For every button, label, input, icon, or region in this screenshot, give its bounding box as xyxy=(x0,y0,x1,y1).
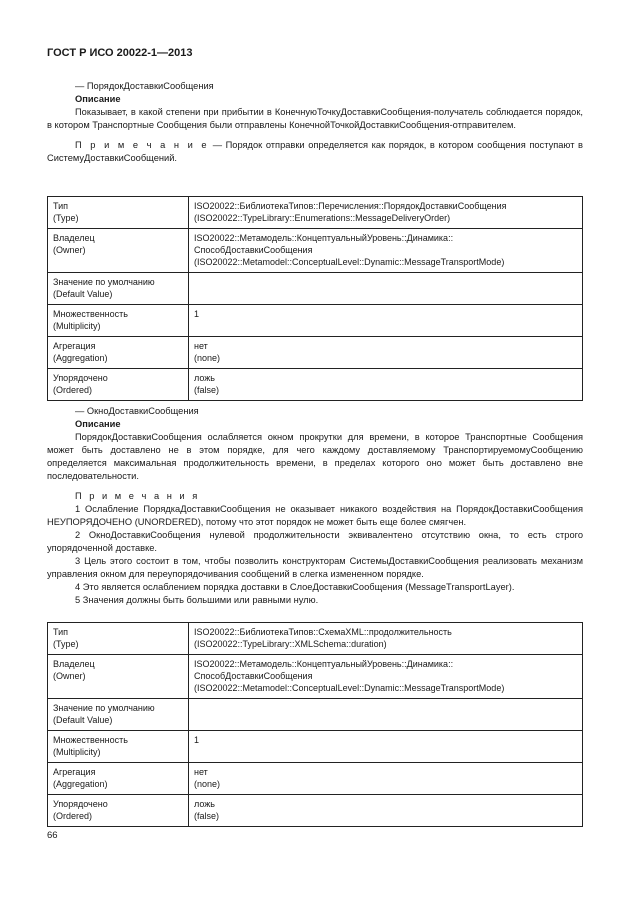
property-value: (ISO20022::Metamodel::ConceptualLevel::Dynamic::MessageTransportMode) xyxy=(194,257,505,267)
property-name: (Ordered) xyxy=(53,811,93,821)
table-row xyxy=(48,273,583,305)
property-value: (none) xyxy=(194,779,221,789)
property-name: (Owner) xyxy=(53,671,86,681)
property-name: (Default Value) xyxy=(53,715,113,725)
properties-table xyxy=(47,622,583,827)
property-name: (Aggregation) xyxy=(53,353,108,363)
table-row xyxy=(48,337,583,369)
property-value: ложь xyxy=(194,799,215,809)
property-name: Множественность xyxy=(53,309,128,319)
property-value: нет xyxy=(194,767,208,777)
property-value-cell xyxy=(189,731,583,763)
table-row xyxy=(48,369,583,401)
table-row xyxy=(48,623,583,655)
property-value-cell xyxy=(189,197,583,229)
property-value: (ISO20022::TypeLibrary::Enumerations::MessageDeliveryOrder) xyxy=(194,213,451,223)
table-row xyxy=(48,763,583,795)
property-value: СпособДоставкиСообщения xyxy=(194,245,313,255)
note-label: П р и м е ч а н и е xyxy=(75,140,210,150)
property-name: (Type) xyxy=(53,639,79,649)
notes-label: П р и м е ч а н и я xyxy=(75,491,200,501)
property-name: (Owner) xyxy=(53,245,86,255)
description-label: Описание xyxy=(75,94,121,104)
property-name: Владелец xyxy=(53,233,95,243)
property-name: Владелец xyxy=(53,659,95,669)
property-value: ложь xyxy=(194,373,215,383)
table-row xyxy=(48,795,583,827)
properties-table-1 xyxy=(47,196,583,401)
property-name-cell xyxy=(48,655,189,699)
property-name: Упорядочено xyxy=(53,799,108,809)
properties-table-2 xyxy=(47,622,583,827)
property-name: Тип xyxy=(53,627,69,637)
property-name-cell xyxy=(48,699,189,731)
properties-table xyxy=(47,196,583,401)
property-name-cell xyxy=(48,731,189,763)
property-name-cell xyxy=(48,623,189,655)
note-text: — Порядок отправки определяется как порядок, в котором сообщения поступают в СистемуДоставкиСообщений. xyxy=(47,140,583,163)
section-message-delivery-order xyxy=(47,80,583,165)
property-value: (ISO20022::TypeLibrary::XMLSchema::duration) xyxy=(194,639,387,649)
note xyxy=(47,139,583,165)
property-name-cell xyxy=(48,369,189,401)
property-value: (none) xyxy=(194,353,221,363)
property-name: Значение по умолчанию xyxy=(53,277,155,287)
property-name: (Multiplicity) xyxy=(53,321,101,331)
document-header: ГОСТ Р ИСО 20022-1—2013 xyxy=(47,47,193,59)
property-value: СпособДоставкиСообщения xyxy=(194,671,313,681)
property-name: Агрегация xyxy=(53,341,96,351)
property-name: (Type) xyxy=(53,213,79,223)
property-name: Агрегация xyxy=(53,767,96,777)
description-text: ПорядокДоставкиСообщения ослабляется окном прокрутки для времени, в которое Транспортные Сообщения может быть доставлено не в этом порядке, для чего каждому доставляемому ТранспортируемомуСообщению определяется максимальная продолжительность времени, в пределах которого оно может быть доставлено вне последовательности. xyxy=(47,432,583,481)
property-name: Значение по умолчанию xyxy=(53,703,155,713)
property-value: (ISO20022::Metamodel::ConceptualLevel::Dynamic::MessageTransportMode) xyxy=(194,683,505,693)
property-value-cell xyxy=(189,369,583,401)
property-name-cell xyxy=(48,795,189,827)
property-value-cell xyxy=(189,337,583,369)
property-value-cell xyxy=(189,229,583,273)
note-item: 1 Ослабление ПорядкаДоставкиСообщения не оказывает никакого воздействия на ПорядокДоставкиСообщения НЕУПОРЯДОЧЕНО (UNORDERED), потому что этот порядок не может быть еще более смягчен. xyxy=(47,504,583,527)
property-value-cell xyxy=(189,305,583,337)
property-name-cell xyxy=(48,197,189,229)
property-value: ISO20022::Метамодель::КонцептуальныйУровень::Динамика:: xyxy=(194,233,454,243)
note-item: 3 Цель этого состоит в том, чтобы позволить конструкторам СистемыДоставкиСообщения реализовать механизм управления окном для переупорядочивания сообщений в слегка измененном порядке. xyxy=(47,556,583,579)
property-value: (false) xyxy=(194,811,220,821)
property-name: Множественность xyxy=(53,735,128,745)
property-name-cell xyxy=(48,273,189,305)
table-row xyxy=(48,305,583,337)
description-label: Описание xyxy=(75,419,121,429)
property-value-cell xyxy=(189,795,583,827)
property-name-cell xyxy=(48,305,189,337)
property-value-cell xyxy=(189,699,583,731)
property-value-cell xyxy=(189,623,583,655)
property-value-cell xyxy=(189,655,583,699)
note-item: 2 ОкноДоставкиСообщения нулевой продолжительности эквивалентено отсутствию окна, то есть строго упорядоченной доставке. xyxy=(47,530,583,553)
property-value-cell xyxy=(189,763,583,795)
property-name-cell xyxy=(48,229,189,273)
property-name-cell xyxy=(48,337,189,369)
property-name: (Multiplicity) xyxy=(53,747,101,757)
table-row xyxy=(48,699,583,731)
property-value-cell xyxy=(189,273,583,305)
note-item: 4 Это является ослаблением порядка доставки в СлоеДоставкиСообщения (MessageTransportLayer). xyxy=(75,582,515,592)
table-row xyxy=(48,731,583,763)
section-heading: — ПорядокДоставкиСообщения xyxy=(75,81,214,91)
table-row xyxy=(48,229,583,273)
property-value: 1 xyxy=(194,735,200,745)
table-row xyxy=(48,655,583,699)
property-name: Упорядочено xyxy=(53,373,108,383)
section-message-delivery-window xyxy=(47,405,583,607)
property-name: (Default Value) xyxy=(53,289,113,299)
property-value: ISO20022::Метамодель::КонцептуальныйУровень::Динамика:: xyxy=(194,659,454,669)
property-value: ISO20022::БиблиотекаТипов::Перечисления::ПорядокДоставкиСообщения xyxy=(194,201,507,211)
property-name-cell xyxy=(48,763,189,795)
property-value: нет xyxy=(194,341,208,351)
property-value: (false) xyxy=(194,385,220,395)
property-name: (Ordered) xyxy=(53,385,93,395)
property-value: ISO20022::БиблиотекаТипов::СхемаXML::продолжительность xyxy=(194,627,452,637)
section-heading: — ОкноДоставкиСообщения xyxy=(75,406,199,416)
table-row xyxy=(48,197,583,229)
note-item: 5 Значения должны быть большими или равными нулю. xyxy=(75,595,319,605)
page-number: 66 xyxy=(47,830,58,841)
property-value: 1 xyxy=(194,309,200,319)
property-name: (Aggregation) xyxy=(53,779,108,789)
description-text: Показывает, в какой степени при прибытии в КонечнуюТочкуДоставкиСообщения-получатель соблюдается порядок, в котором Транспортные Сообщения были отправлены КонечнойТочкойДоставкиСообщения-отправителем. xyxy=(47,107,583,130)
property-name: Тип xyxy=(53,201,69,211)
